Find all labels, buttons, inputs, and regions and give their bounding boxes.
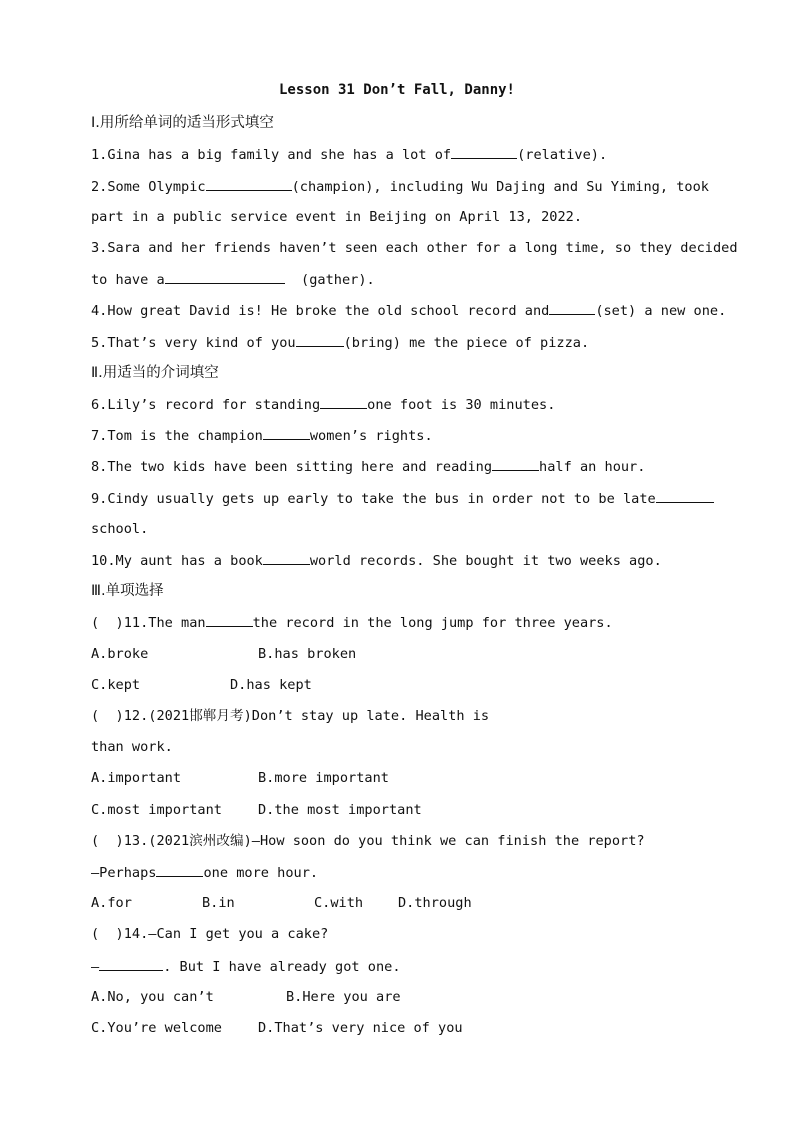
answer-blank[interactable] bbox=[165, 269, 285, 284]
option-d[interactable]: D.That’s very nice of you bbox=[258, 1020, 463, 1036]
question-14-continued bbox=[91, 956, 401, 977]
answer-blank[interactable] bbox=[263, 425, 310, 440]
option-b[interactable]: B.more important bbox=[258, 770, 389, 786]
answer-blank[interactable] bbox=[206, 612, 253, 627]
question-11-rest: the record in the long jump for three years. bbox=[252, 615, 613, 631]
question-3-text: to have a bbox=[91, 272, 165, 288]
question-13: ( )13.(2021滨州改编)—How soon do you think we can finish the report? bbox=[91, 833, 645, 849]
question-10 bbox=[91, 550, 662, 571]
question-5-text: 5.That’s very kind of you bbox=[91, 335, 296, 351]
answer-blank[interactable] bbox=[549, 300, 595, 315]
answer-blank[interactable] bbox=[656, 488, 714, 503]
question-4-hint: (set) a new one. bbox=[595, 303, 727, 319]
question-11-text: ( )11.The man bbox=[91, 615, 206, 631]
answer-blank[interactable] bbox=[263, 550, 310, 565]
question-3: 3.Sara and her friends haven’t seen each other for a long time, so they decided bbox=[91, 240, 738, 256]
question-2-continued: part in a public service event in Beijing on April 13, 2022. bbox=[91, 209, 583, 225]
section-2-heading: Ⅱ.用适当的介词填空 bbox=[91, 365, 219, 381]
question-10-text: 10.My aunt has a book bbox=[91, 553, 263, 569]
answer-blank[interactable] bbox=[451, 144, 517, 159]
question-9-text: 9.Cindy usually gets up early to take the bus in order not to be late bbox=[91, 491, 656, 507]
question-13-text: —Perhaps bbox=[91, 865, 157, 881]
page-title: Lesson 31 Don’t Fall, Danny! bbox=[278, 82, 515, 98]
question-8-rest: half an hour. bbox=[539, 459, 646, 475]
question-9 bbox=[91, 488, 714, 509]
answer-blank[interactable] bbox=[320, 394, 367, 409]
question-2-text: 2.Some Olympic bbox=[91, 179, 206, 195]
option-c[interactable]: C.with bbox=[314, 895, 364, 911]
option-c[interactable]: C.You’re welcome bbox=[91, 1020, 222, 1036]
question-10-rest: world records. She bought it two weeks ago. bbox=[309, 553, 662, 569]
question-14-dash: — bbox=[91, 959, 100, 975]
question-5 bbox=[91, 332, 589, 353]
answer-blank[interactable] bbox=[206, 176, 292, 191]
question-7-text: 7.Tom is the champion bbox=[91, 428, 263, 444]
question-6-rest: one foot is 30 minutes. bbox=[367, 397, 556, 413]
question-8 bbox=[91, 456, 645, 477]
question-3-continued bbox=[91, 269, 375, 290]
question-12: ( )12.(2021邯郸月考)Don’t stay up late. Health is bbox=[91, 708, 490, 724]
question-13-rest: one more hour. bbox=[203, 865, 319, 881]
question-1 bbox=[91, 144, 607, 165]
option-d[interactable]: D.through bbox=[398, 895, 472, 911]
question-11 bbox=[91, 612, 613, 633]
question-13-continued bbox=[91, 862, 318, 883]
option-a[interactable]: A.broke bbox=[91, 646, 149, 662]
question-2-hint: (champion), including Wu Dajing and Su Yiming, took bbox=[291, 179, 709, 195]
question-12-continued: than work. bbox=[91, 739, 173, 755]
question-4 bbox=[91, 300, 726, 321]
answer-blank[interactable] bbox=[492, 456, 539, 471]
option-b[interactable]: B.has broken bbox=[258, 646, 357, 662]
option-b[interactable]: B.Here you are bbox=[286, 989, 401, 1005]
question-14: ( )14.—Can I get you a cake? bbox=[91, 926, 329, 942]
option-d[interactable]: D.has kept bbox=[230, 677, 312, 693]
option-d[interactable]: D.the most important bbox=[258, 802, 422, 818]
option-c[interactable]: C.kept bbox=[91, 677, 141, 693]
option-a[interactable]: A.important bbox=[91, 770, 182, 786]
answer-blank[interactable] bbox=[156, 862, 203, 877]
option-c[interactable]: C.most important bbox=[91, 802, 222, 818]
question-5-hint: (bring) me the piece of pizza. bbox=[343, 335, 590, 351]
answer-blank[interactable] bbox=[296, 332, 344, 347]
question-4-text: 4.How great David is! He broke the old school record and bbox=[91, 303, 550, 319]
section-1-heading: Ⅰ.用所给单词的适当形式填空 bbox=[91, 115, 274, 131]
question-6-text: 6.Lily’s record for standing bbox=[91, 397, 321, 413]
answer-blank[interactable] bbox=[99, 956, 163, 971]
question-3-hint: (gather). bbox=[284, 272, 375, 288]
question-14-rest: . But I have already got one. bbox=[163, 959, 401, 975]
question-8-text: 8.The two kids have been sitting here and reading bbox=[91, 459, 493, 475]
question-1-text: 1.Gina has a big family and she has a lot of bbox=[91, 147, 452, 163]
question-7 bbox=[91, 425, 433, 446]
option-a[interactable]: A.for bbox=[91, 895, 132, 911]
question-6 bbox=[91, 394, 555, 415]
question-2 bbox=[91, 176, 709, 197]
section-3-heading: Ⅲ.单项选择 bbox=[91, 583, 164, 599]
option-b[interactable]: B.in bbox=[202, 895, 235, 911]
question-1-hint: (relative). bbox=[517, 147, 608, 163]
question-9-continued: school. bbox=[91, 521, 149, 537]
option-a[interactable]: A.No, you can’t bbox=[91, 989, 214, 1005]
question-7-rest: women’s rights. bbox=[309, 428, 433, 444]
